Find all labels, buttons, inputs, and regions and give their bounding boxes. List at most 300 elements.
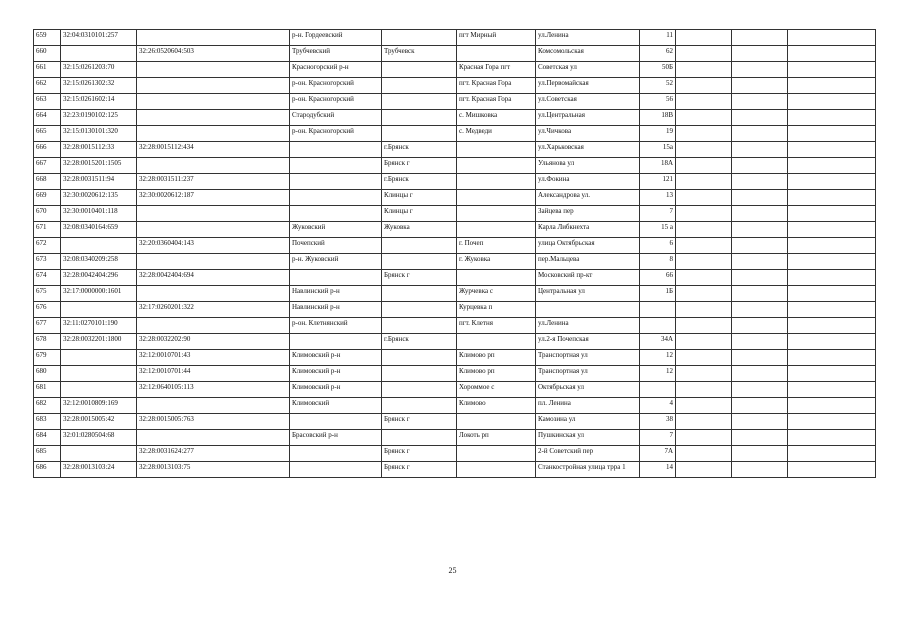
building-cadastral-number-cell: 32:28:0015005:763 xyxy=(137,414,290,430)
house-number-cell: 52 xyxy=(640,78,676,94)
row-number-cell: 661 xyxy=(34,62,61,78)
empty-cell xyxy=(732,270,788,286)
empty-cell xyxy=(788,286,876,302)
district-cell: р-он. Красногорский xyxy=(290,126,382,142)
district-cell xyxy=(290,270,382,286)
street-cell: ул.Чичкова xyxy=(536,126,640,142)
empty-cell xyxy=(788,174,876,190)
building-cadastral-number-cell xyxy=(137,318,290,334)
settlement-cell xyxy=(457,462,536,478)
district-cell xyxy=(290,446,382,462)
cadastral-number-cell xyxy=(61,46,137,62)
empty-cell xyxy=(788,158,876,174)
empty-cell xyxy=(676,398,732,414)
empty-cell xyxy=(732,350,788,366)
city-cell: г.Брянск xyxy=(382,174,457,190)
row-number-cell: 669 xyxy=(34,190,61,206)
city-cell: Брянск г xyxy=(382,270,457,286)
empty-cell xyxy=(788,446,876,462)
empty-cell xyxy=(732,94,788,110)
empty-cell xyxy=(676,382,732,398)
city-cell: Брянск г xyxy=(382,414,457,430)
settlement-cell: Курцевка п xyxy=(457,302,536,318)
empty-cell xyxy=(676,302,732,318)
table-row xyxy=(34,462,876,478)
cadastral-number-cell: 32:28:0015005:42 xyxy=(61,414,137,430)
building-cadastral-number-cell: 32:28:0032202:90 xyxy=(137,334,290,350)
settlement-cell xyxy=(457,206,536,222)
street-cell: Октябрьская ул xyxy=(536,382,640,398)
registry-table xyxy=(33,29,876,478)
settlement-cell: пгт Мирный xyxy=(457,30,536,46)
table-row xyxy=(34,302,876,318)
building-cadastral-number-cell xyxy=(137,398,290,414)
row-number-cell: 671 xyxy=(34,222,61,238)
house-number-cell: 15а xyxy=(640,142,676,158)
table-row xyxy=(34,110,876,126)
empty-cell xyxy=(788,238,876,254)
house-number-cell: 7А xyxy=(640,446,676,462)
empty-cell xyxy=(676,270,732,286)
city-cell xyxy=(382,302,457,318)
city-cell xyxy=(382,126,457,142)
city-cell xyxy=(382,254,457,270)
row-number-cell: 675 xyxy=(34,286,61,302)
cadastral-number-cell: 32:08:0340164:659 xyxy=(61,222,137,238)
row-number-cell: 659 xyxy=(34,30,61,46)
building-cadastral-number-cell: 32:28:0031624:277 xyxy=(137,446,290,462)
settlement-cell: Климово рп xyxy=(457,366,536,382)
table-row xyxy=(34,318,876,334)
district-cell xyxy=(290,462,382,478)
settlement-cell xyxy=(457,414,536,430)
row-number-cell: 664 xyxy=(34,110,61,126)
city-cell xyxy=(382,318,457,334)
district-cell: Климовский р-н xyxy=(290,382,382,398)
table-row xyxy=(34,286,876,302)
table-row xyxy=(34,62,876,78)
house-number-cell: 6 xyxy=(640,238,676,254)
empty-cell xyxy=(676,430,732,446)
building-cadastral-number-cell: 32:28:0031511:237 xyxy=(137,174,290,190)
empty-cell xyxy=(788,414,876,430)
row-number-cell: 683 xyxy=(34,414,61,430)
settlement-cell: пгт. Красная Гора xyxy=(457,94,536,110)
table-row xyxy=(34,366,876,382)
house-number-cell: 12 xyxy=(640,350,676,366)
settlement-cell xyxy=(457,334,536,350)
street-cell: Транспортная ул xyxy=(536,366,640,382)
settlement-cell: Локоть рп xyxy=(457,430,536,446)
empty-cell xyxy=(732,206,788,222)
settlement-cell xyxy=(457,158,536,174)
city-cell xyxy=(382,94,457,110)
district-cell xyxy=(290,174,382,190)
city-cell xyxy=(382,350,457,366)
empty-cell xyxy=(732,446,788,462)
street-cell: ул.Харьковская xyxy=(536,142,640,158)
street-cell: Пушкинская ул xyxy=(536,430,640,446)
table-row xyxy=(34,446,876,462)
street-cell: Ульянова ул xyxy=(536,158,640,174)
empty-cell xyxy=(676,110,732,126)
settlement-cell xyxy=(457,270,536,286)
house-number-cell xyxy=(640,318,676,334)
cadastral-number-cell: 32:30:0020612:135 xyxy=(61,190,137,206)
house-number-cell: 14 xyxy=(640,462,676,478)
empty-cell xyxy=(676,94,732,110)
empty-cell xyxy=(732,222,788,238)
city-cell: Жуковка xyxy=(382,222,457,238)
empty-cell xyxy=(732,366,788,382)
house-number-cell: 38 xyxy=(640,414,676,430)
row-number-cell: 660 xyxy=(34,46,61,62)
settlement-cell: с. Мишковка xyxy=(457,110,536,126)
table-row xyxy=(34,222,876,238)
settlement-cell: с. Медведи xyxy=(457,126,536,142)
cadastral-number-cell: 32:15:0261203:70 xyxy=(61,62,137,78)
house-number-cell: 66 xyxy=(640,270,676,286)
building-cadastral-number-cell xyxy=(137,126,290,142)
street-cell: Александрова ул. xyxy=(536,190,640,206)
city-cell: Клинцы г xyxy=(382,190,457,206)
empty-cell xyxy=(732,158,788,174)
house-number-cell: 18В xyxy=(640,110,676,126)
cadastral-number-cell: 32:12:0010809:169 xyxy=(61,398,137,414)
district-cell: Навлинский р-н xyxy=(290,286,382,302)
district-cell: Навлинский р-н xyxy=(290,302,382,318)
settlement-cell xyxy=(457,222,536,238)
empty-cell xyxy=(732,190,788,206)
house-number-cell: 4 xyxy=(640,398,676,414)
building-cadastral-number-cell: 32:20:0360404:143 xyxy=(137,238,290,254)
table-row xyxy=(34,334,876,350)
house-number-cell: 18А xyxy=(640,158,676,174)
empty-cell xyxy=(732,174,788,190)
street-cell: ул.Советская xyxy=(536,94,640,110)
cadastral-number-cell xyxy=(61,302,137,318)
district-cell xyxy=(290,190,382,206)
empty-cell xyxy=(676,366,732,382)
empty-cell xyxy=(788,62,876,78)
empty-cell xyxy=(732,302,788,318)
table-row xyxy=(34,238,876,254)
cadastral-number-cell xyxy=(61,366,137,382)
street-cell: Комсомольская xyxy=(536,46,640,62)
empty-cell xyxy=(788,254,876,270)
empty-cell xyxy=(732,46,788,62)
empty-cell xyxy=(788,318,876,334)
table-row xyxy=(34,206,876,222)
empty-cell xyxy=(788,366,876,382)
building-cadastral-number-cell: 32:28:0013103:75 xyxy=(137,462,290,478)
cadastral-number-cell: 32:28:0015112:33 xyxy=(61,142,137,158)
building-cadastral-number-cell xyxy=(137,254,290,270)
table-row xyxy=(34,46,876,62)
settlement-cell: Красная Гора пгт xyxy=(457,62,536,78)
city-cell xyxy=(382,30,457,46)
row-number-cell: 684 xyxy=(34,430,61,446)
row-number-cell: 685 xyxy=(34,446,61,462)
settlement-cell xyxy=(457,190,536,206)
house-number-cell: 8 xyxy=(640,254,676,270)
cadastral-number-cell: 32:28:0015201:1505 xyxy=(61,158,137,174)
settlement-cell xyxy=(457,446,536,462)
cadastral-number-cell: 32:30:0010401:118 xyxy=(61,206,137,222)
building-cadastral-number-cell xyxy=(137,110,290,126)
street-cell: Московский пр-кт xyxy=(536,270,640,286)
empty-cell xyxy=(676,222,732,238)
empty-cell xyxy=(676,414,732,430)
empty-cell xyxy=(676,254,732,270)
row-number-cell: 667 xyxy=(34,158,61,174)
district-cell: Климовский xyxy=(290,398,382,414)
district-cell: Брасовский р-н xyxy=(290,430,382,446)
house-number-cell: 15 а xyxy=(640,222,676,238)
empty-cell xyxy=(676,286,732,302)
row-number-cell: 663 xyxy=(34,94,61,110)
cadastral-number-cell: 32:17:0000000:1601 xyxy=(61,286,137,302)
settlement-cell: пгт. Красная Гора xyxy=(457,78,536,94)
empty-cell xyxy=(732,254,788,270)
street-cell: улица Октябрьская xyxy=(536,238,640,254)
empty-cell xyxy=(676,446,732,462)
street-cell xyxy=(536,302,640,318)
empty-cell xyxy=(676,62,732,78)
empty-cell xyxy=(676,78,732,94)
cadastral-number-cell: 32:28:0042404:296 xyxy=(61,270,137,286)
building-cadastral-number-cell: 32:28:0015112:434 xyxy=(137,142,290,158)
table-row xyxy=(34,270,876,286)
empty-cell xyxy=(676,158,732,174)
building-cadastral-number-cell: 32:12:0640105:113 xyxy=(137,382,290,398)
empty-cell xyxy=(732,414,788,430)
empty-cell xyxy=(788,78,876,94)
empty-cell xyxy=(732,382,788,398)
empty-cell xyxy=(788,94,876,110)
table-row xyxy=(34,126,876,142)
street-cell: Транспортная ул xyxy=(536,350,640,366)
cadastral-number-cell: 32:15:0261602:14 xyxy=(61,94,137,110)
house-number-cell: 34А xyxy=(640,334,676,350)
empty-cell xyxy=(788,190,876,206)
house-number-cell: 11 xyxy=(640,30,676,46)
row-number-cell: 674 xyxy=(34,270,61,286)
empty-cell xyxy=(732,462,788,478)
empty-cell xyxy=(788,206,876,222)
empty-cell xyxy=(676,318,732,334)
building-cadastral-number-cell: 32:17:0260201:322 xyxy=(137,302,290,318)
empty-cell xyxy=(788,398,876,414)
city-cell xyxy=(382,110,457,126)
empty-cell xyxy=(788,334,876,350)
district-cell: Климовский р-н xyxy=(290,366,382,382)
table-row xyxy=(34,190,876,206)
table-row xyxy=(34,254,876,270)
house-number-cell: 7 xyxy=(640,206,676,222)
district-cell xyxy=(290,334,382,350)
empty-cell xyxy=(732,430,788,446)
table-row xyxy=(34,350,876,366)
empty-cell xyxy=(676,126,732,142)
building-cadastral-number-cell: 32:12:0010701:44 xyxy=(137,366,290,382)
building-cadastral-number-cell xyxy=(137,30,290,46)
district-cell: р-он. Красногорский xyxy=(290,94,382,110)
district-cell xyxy=(290,206,382,222)
district-cell: р-н. Жуковский xyxy=(290,254,382,270)
empty-cell xyxy=(788,350,876,366)
table-row xyxy=(34,142,876,158)
row-number-cell: 681 xyxy=(34,382,61,398)
cadastral-number-cell: 32:01:0280504:68 xyxy=(61,430,137,446)
house-number-cell: 50Б xyxy=(640,62,676,78)
table-row xyxy=(34,30,876,46)
street-cell: ул.2-я Почепская xyxy=(536,334,640,350)
district-cell: Почепский xyxy=(290,238,382,254)
empty-cell xyxy=(676,46,732,62)
settlement-cell: Журчевка с xyxy=(457,286,536,302)
settlement-cell: Климово xyxy=(457,398,536,414)
building-cadastral-number-cell xyxy=(137,206,290,222)
empty-cell xyxy=(788,222,876,238)
cadastral-number-cell: 32:28:0013103:24 xyxy=(61,462,137,478)
empty-cell xyxy=(732,110,788,126)
city-cell xyxy=(382,430,457,446)
building-cadastral-number-cell xyxy=(137,430,290,446)
street-cell: Станкостройная улица трра 1 xyxy=(536,462,640,478)
row-number-cell: 665 xyxy=(34,126,61,142)
house-number-cell: 12 xyxy=(640,366,676,382)
empty-cell xyxy=(732,286,788,302)
empty-cell xyxy=(732,142,788,158)
empty-cell xyxy=(732,78,788,94)
house-number-cell: 62 xyxy=(640,46,676,62)
empty-cell xyxy=(676,206,732,222)
empty-cell xyxy=(788,462,876,478)
city-cell xyxy=(382,286,457,302)
row-number-cell: 672 xyxy=(34,238,61,254)
empty-cell xyxy=(732,238,788,254)
settlement-cell xyxy=(457,46,536,62)
house-number-cell: 56 xyxy=(640,94,676,110)
empty-cell xyxy=(788,382,876,398)
building-cadastral-number-cell xyxy=(137,158,290,174)
empty-cell xyxy=(732,62,788,78)
table-row xyxy=(34,430,876,446)
district-cell: Стародубский xyxy=(290,110,382,126)
cadastral-number-cell: 32:11:0270101:190 xyxy=(61,318,137,334)
empty-cell xyxy=(788,302,876,318)
district-cell: Климовский р-н xyxy=(290,350,382,366)
cadastral-number-cell: 32:08:0340209:258 xyxy=(61,254,137,270)
cadastral-number-cell: 32:23:0190102:125 xyxy=(61,110,137,126)
street-cell: ул.Ленина xyxy=(536,318,640,334)
district-cell: Красногорский р-н xyxy=(290,62,382,78)
city-cell xyxy=(382,366,457,382)
empty-cell xyxy=(732,126,788,142)
cadastral-number-cell: 32:28:0032201:1800 xyxy=(61,334,137,350)
empty-cell xyxy=(788,46,876,62)
cadastral-number-cell: 32:15:0261302:32 xyxy=(61,78,137,94)
empty-cell xyxy=(676,190,732,206)
cadastral-number-cell xyxy=(61,382,137,398)
street-cell: ул.Ленина xyxy=(536,30,640,46)
house-number-cell xyxy=(640,302,676,318)
street-cell: Карла Либкнехта xyxy=(536,222,640,238)
empty-cell xyxy=(676,462,732,478)
table-row xyxy=(34,382,876,398)
street-cell: пер.Мальцева xyxy=(536,254,640,270)
settlement-cell: Климово рп xyxy=(457,350,536,366)
house-number-cell: 1Б xyxy=(640,286,676,302)
empty-cell xyxy=(676,334,732,350)
building-cadastral-number-cell xyxy=(137,62,290,78)
city-cell xyxy=(382,382,457,398)
city-cell xyxy=(382,398,457,414)
city-cell: Трубчевск xyxy=(382,46,457,62)
row-number-cell: 677 xyxy=(34,318,61,334)
row-number-cell: 680 xyxy=(34,366,61,382)
settlement-cell xyxy=(457,174,536,190)
building-cadastral-number-cell xyxy=(137,222,290,238)
settlement-cell: г. Почеп xyxy=(457,238,536,254)
row-number-cell: 678 xyxy=(34,334,61,350)
empty-cell xyxy=(732,318,788,334)
city-cell: Брянск г xyxy=(382,446,457,462)
cadastral-number-cell xyxy=(61,446,137,462)
cadastral-number-cell xyxy=(61,350,137,366)
city-cell xyxy=(382,78,457,94)
house-number-cell xyxy=(640,382,676,398)
page-number: 25 xyxy=(448,566,457,575)
street-cell: пл. Ленина xyxy=(536,398,640,414)
settlement-cell: г. Жуковка xyxy=(457,254,536,270)
table-row xyxy=(34,398,876,414)
row-number-cell: 673 xyxy=(34,254,61,270)
empty-cell xyxy=(732,334,788,350)
street-cell: ул.Первомайская xyxy=(536,78,640,94)
cadastral-number-cell: 32:15:0130101:320 xyxy=(61,126,137,142)
building-cadastral-number-cell: 32:30:0020612:187 xyxy=(137,190,290,206)
empty-cell xyxy=(788,30,876,46)
building-cadastral-number-cell: 32:28:0042404:694 xyxy=(137,270,290,286)
district-cell xyxy=(290,142,382,158)
empty-cell xyxy=(676,30,732,46)
building-cadastral-number-cell xyxy=(137,78,290,94)
empty-cell xyxy=(676,238,732,254)
house-number-cell: 121 xyxy=(640,174,676,190)
district-cell xyxy=(290,158,382,174)
street-cell: Камозина ул xyxy=(536,414,640,430)
city-cell xyxy=(382,62,457,78)
row-number-cell: 670 xyxy=(34,206,61,222)
row-number-cell: 686 xyxy=(34,462,61,478)
building-cadastral-number-cell xyxy=(137,286,290,302)
row-number-cell: 679 xyxy=(34,350,61,366)
street-cell: Советская ул xyxy=(536,62,640,78)
house-number-cell: 13 xyxy=(640,190,676,206)
settlement-cell xyxy=(457,142,536,158)
empty-cell xyxy=(788,142,876,158)
settlement-cell: пгт. Клетня xyxy=(457,318,536,334)
district-cell: Жуковский xyxy=(290,222,382,238)
district-cell xyxy=(290,414,382,430)
city-cell: Брянск г xyxy=(382,158,457,174)
district-cell: Трубчевский xyxy=(290,46,382,62)
house-number-cell: 19 xyxy=(640,126,676,142)
building-cadastral-number-cell: 32:26:0520604:503 xyxy=(137,46,290,62)
street-cell: Центральная ул xyxy=(536,286,640,302)
